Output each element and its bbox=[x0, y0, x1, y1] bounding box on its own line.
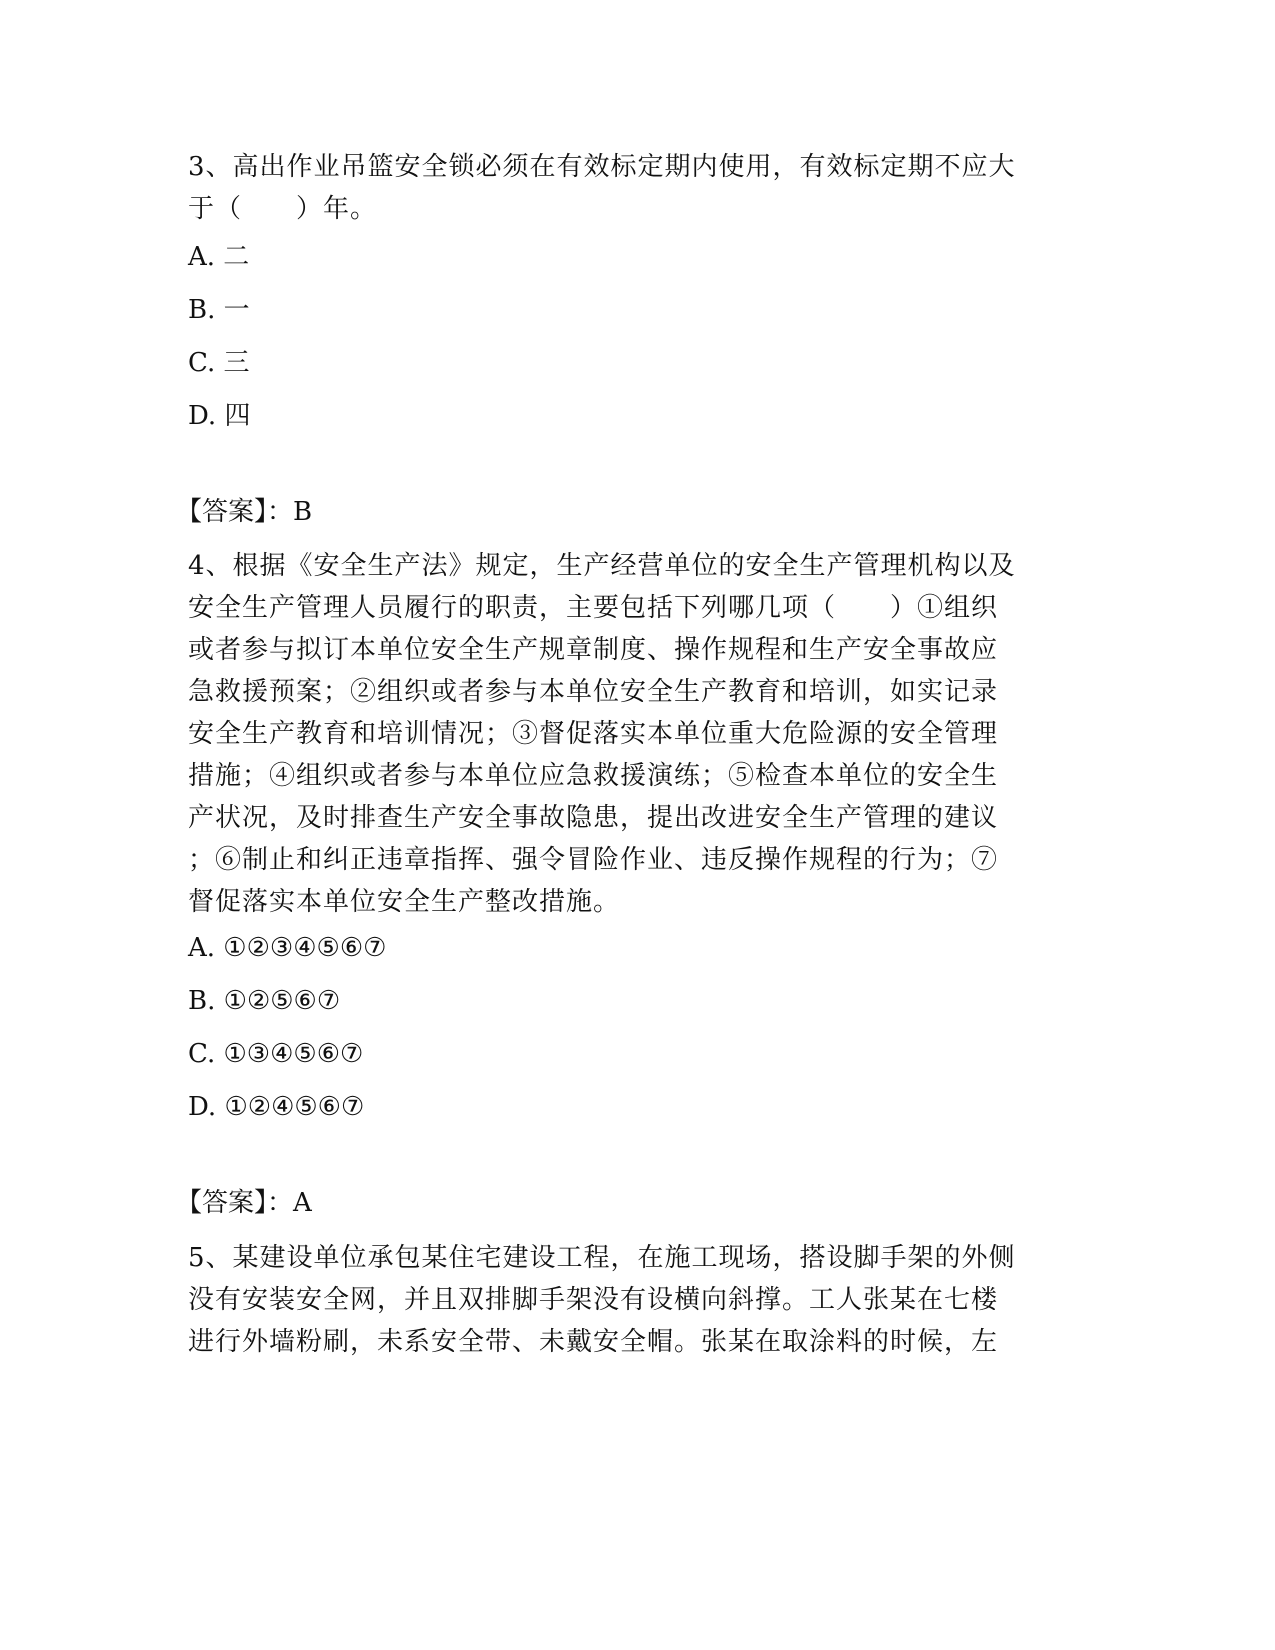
question-4-line: 安全生产教育和培训情况；③督促落实本单位重大危险源的安全管理 bbox=[188, 719, 999, 749]
question-3-option-c: C. 三 bbox=[188, 348, 250, 378]
question-3-line: 3、高出作业吊篮安全锁必须在有效标定期内使用，有效标定期不应大 bbox=[188, 152, 1016, 182]
question-3-line: 于（ ）年。 bbox=[188, 194, 378, 224]
question-4-line: 急救援预案；②组织或者参与本单位安全生产教育和培训，如实记录 bbox=[188, 677, 999, 707]
question-4-option-a: A. ①②③④⑤⑥⑦ bbox=[188, 933, 387, 963]
question-3-text bbox=[188, 146, 1088, 230]
question-4-line: 安全生产管理人员履行的职责，主要包括下列哪几项（ ）①组织 bbox=[188, 593, 999, 623]
question-3-option-b: B. 一 bbox=[188, 295, 250, 325]
question-3-answer: 【答案】：B bbox=[176, 497, 313, 527]
question-3-option-a: A. 二 bbox=[188, 242, 250, 272]
question-5-text bbox=[188, 1237, 1088, 1363]
question-4-text bbox=[188, 545, 1088, 923]
question-4-option-b: B. ①②⑤⑥⑦ bbox=[188, 986, 341, 1016]
question-5-line: 5、某建设单位承包某住宅建设工程，在施工现场，搭设脚手架的外侧 bbox=[188, 1243, 1016, 1273]
question-3-option-d: D. 四 bbox=[188, 401, 251, 431]
question-4-option-d: D. ①②④⑤⑥⑦ bbox=[188, 1092, 365, 1122]
question-4-line: 4、根据《安全生产法》规定，生产经营单位的安全生产管理机构以及 bbox=[188, 551, 1016, 581]
question-4-line: 产状况，及时排查生产安全事故隐患，提出改进安全生产管理的建议 bbox=[188, 803, 999, 833]
question-4-line: 督促落实本单位安全生产整改措施。 bbox=[188, 887, 621, 917]
question-5-line: 没有安装安全网，并且双排脚手架没有设横向斜撑。工人张某在七楼 bbox=[188, 1285, 999, 1315]
question-4-option-c: C. ①③④⑤⑥⑦ bbox=[188, 1039, 364, 1069]
question-4-line: ；⑥制止和纠正违章指挥、强令冒险作业、违反操作规程的行为；⑦ bbox=[188, 845, 999, 875]
question-4-line: 措施；④组织或者参与本单位应急救援演练；⑤检查本单位的安全生 bbox=[188, 761, 999, 791]
question-4-answer: 【答案】：A bbox=[176, 1188, 312, 1218]
question-5-line: 进行外墙粉刷，未系安全带、未戴安全帽。张某在取涂料的时候，左 bbox=[188, 1327, 999, 1357]
question-4-line: 或者参与拟订本单位安全生产规章制度、操作规程和生产安全事故应 bbox=[188, 635, 999, 665]
